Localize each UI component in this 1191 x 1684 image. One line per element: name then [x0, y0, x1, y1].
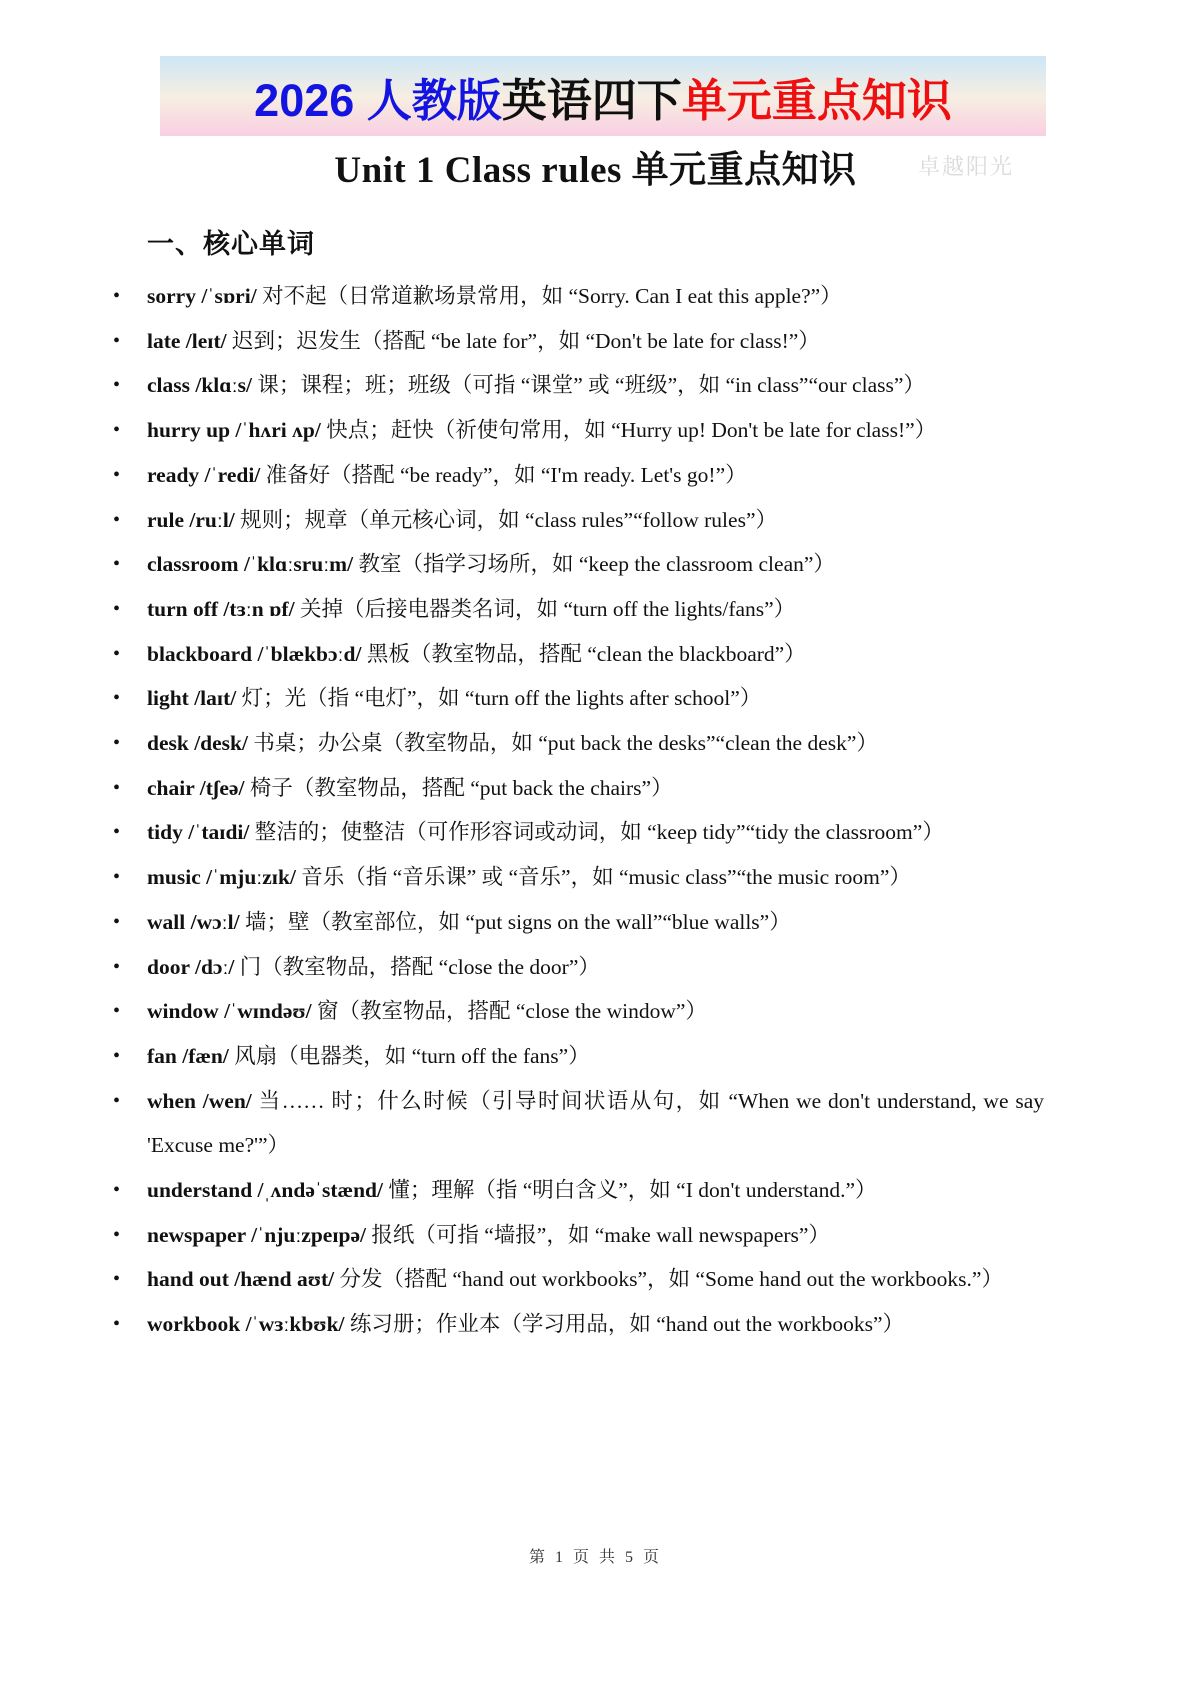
word-term: class /klɑːs/: [147, 373, 252, 398]
list-item: [113, 274, 1044, 319]
word-term: hand out /hænd aʊt/: [147, 1267, 335, 1292]
bullet-icon: •: [113, 1000, 121, 1023]
bullet-icon: •: [113, 329, 121, 352]
list-item: [113, 453, 1044, 498]
bullet-icon: •: [113, 419, 121, 442]
word-definition: 黑板（教室物品，搭配 “clean the blackboard”）: [361, 641, 806, 666]
word-term: classroom /ˈklɑːsruːm/: [147, 552, 354, 577]
bullet-icon: •: [113, 508, 121, 531]
word-definition: 当…… 时；什么时候（引导时间状语从句，如 “When we don't understand, we say 'Excuse me?'”）: [147, 1088, 1044, 1158]
bullet-icon: •: [113, 1044, 121, 1067]
bullet-icon: •: [113, 285, 121, 307]
word-term: blackboard /ˈblækbɔːd/: [147, 641, 362, 666]
bullet-icon: •: [113, 1268, 121, 1291]
bullet-icon: •: [113, 374, 121, 397]
word-term: light /laɪt/: [147, 686, 237, 711]
banner-segment-topic: 单元重点知识: [681, 74, 952, 126]
word-term: door /dɔː/: [147, 954, 235, 979]
word-term: late /leɪt/: [147, 328, 227, 353]
word-term: ready /ˈredi/: [147, 462, 261, 487]
word-definition: 报纸（可指 “墙报”，如 “make wall newspapers”）: [366, 1222, 830, 1247]
word-definition: 音乐（指 “音乐课” 或 “音乐”，如 “music class”“the music room”）: [295, 865, 911, 890]
header-banner: [160, 56, 1046, 136]
list-item: [113, 542, 1044, 587]
bullet-icon: •: [113, 821, 121, 844]
word-definition: 快点；赶快（祈使句常用，如 “Hurry up! Don't be late for class!”）: [320, 418, 937, 443]
word-term: desk /desk/: [147, 731, 248, 756]
word-definition: 窗（教室物品，搭配 “close the window”）: [311, 999, 707, 1024]
watermark: 卓越阳光: [918, 154, 1015, 179]
word-term: fan /fæn/: [147, 1043, 229, 1068]
word-term: when /wen/: [147, 1088, 252, 1113]
word-term: tidy /ˈtaɪdi/: [147, 820, 250, 845]
word-term: understand /ˌʌndəˈstænd/: [147, 1178, 383, 1203]
bullet-icon: •: [113, 687, 121, 710]
word-definition: 练习册；作业本（学习用品，如 “hand out the workbooks”）: [344, 1312, 905, 1337]
list-item: [113, 989, 1044, 1034]
list-item: [113, 632, 1044, 677]
word-definition: 规则；规章（单元核心词，如 “class rules”“follow rules”）: [234, 507, 777, 532]
bullet-icon: •: [113, 776, 121, 799]
list-item: [113, 498, 1044, 543]
bullet-icon: •: [113, 642, 121, 665]
word-list: [113, 274, 1044, 1347]
list-item: [113, 1213, 1044, 1258]
list-item: [113, 1034, 1044, 1079]
list-item: [113, 766, 1044, 811]
list-item: [113, 676, 1044, 721]
bullet-icon: •: [113, 910, 121, 933]
section-heading-core-words: 一、核心单词: [147, 229, 315, 259]
word-definition: 书桌；办公桌（教室物品，如 “put back the desks”“clean the desk”）: [247, 731, 878, 756]
list-item: [113, 1079, 1044, 1168]
bullet-icon: •: [113, 1089, 121, 1112]
word-definition: 椅子（教室物品，搭配 “put back the chairs”）: [244, 775, 673, 800]
word-term: hurry up /ˈhʌri ʌp/: [147, 418, 321, 443]
word-term: wall /wɔːl/: [147, 909, 240, 934]
word-term: newspaper /ˈnjuːzpeɪpə/: [147, 1222, 367, 1247]
list-item: [113, 810, 1044, 855]
word-definition: 整洁的；使整洁（可作形容词或动词，如 “keep tidy”“tidy the classroom”）: [249, 820, 944, 845]
list-item: [113, 587, 1044, 632]
bullet-icon: •: [113, 597, 121, 620]
bullet-icon: •: [113, 1313, 121, 1336]
bullet-icon: •: [113, 1179, 121, 1202]
word-term: chair /tʃeə/: [147, 775, 245, 800]
list-item: [113, 945, 1044, 990]
word-definition: 灯；光（指 “电灯”，如 “turn off the lights after school”）: [236, 686, 762, 711]
word-definition: 迟到；迟发生（搭配 “be late for”，如 “Don't be late for class!”）: [226, 328, 820, 353]
word-definition: 风扇（电器类，如 “turn off the fans”）: [228, 1043, 590, 1068]
word-definition: 分发（搭配 “hand out workbooks”，如 “Some hand out the workbooks.”）: [334, 1267, 1003, 1292]
bullet-icon: •: [113, 732, 121, 755]
word-definition: 门（教室物品，搭配 “close the door”）: [234, 954, 600, 979]
list-item: [113, 1168, 1044, 1213]
word-definition: 对不起（日常道歉场景常用，如 “Sorry. Can I eat this apple?”）: [256, 284, 842, 308]
list-item: [113, 1302, 1044, 1347]
bullet-icon: •: [113, 463, 121, 486]
list-item: [113, 900, 1044, 945]
list-item: [113, 408, 1044, 453]
page-title: Unit 1 Class rules 单元重点知识: [334, 150, 857, 191]
bullet-icon: •: [113, 866, 121, 889]
word-definition: 课；课程；班；班级（可指 “课堂” 或 “班级”，如 “in class”“our class”）: [251, 373, 925, 398]
word-term: window /ˈwɪndəʊ/: [147, 999, 312, 1024]
banner-segment-year-edition: 2026 人教版: [254, 74, 502, 126]
word-term: music /ˈmjuːzɪk/: [147, 865, 296, 890]
word-term: turn off /tɜːn ɒf/: [147, 596, 295, 621]
word-definition: 懂；理解（指 “明白含义”，如 “I don't understand.”）: [382, 1178, 877, 1203]
word-definition: 墙；壁（教室部位，如 “put signs on the wall”“blue walls”）: [239, 909, 791, 934]
list-item: [113, 855, 1044, 900]
word-definition: 关掉（后接电器类名词，如 “turn off the lights/fans”）: [294, 596, 796, 621]
word-definition: 准备好（搭配 “be ready”，如 “I'm ready. Let's go!”）: [260, 462, 747, 487]
bullet-icon: •: [113, 553, 121, 576]
word-term: workbook /ˈwɜːkbʊk/: [147, 1312, 345, 1337]
word-definition: 教室（指学习场所，如 “keep the classroom clean”）: [353, 552, 835, 577]
banner-segment-subject: 英语四下: [501, 74, 682, 126]
word-term: rule /ruːl/: [147, 507, 235, 532]
word-term: sorry /ˈsɒri/: [147, 284, 257, 308]
list-item: [113, 363, 1044, 408]
list-item: [113, 319, 1044, 364]
bullet-icon: •: [113, 955, 121, 978]
list-item: [113, 1257, 1044, 1302]
page-number: 第 1 页 共 5 页: [528, 1549, 662, 1566]
list-item: [113, 721, 1044, 766]
bullet-icon: •: [113, 1223, 121, 1246]
